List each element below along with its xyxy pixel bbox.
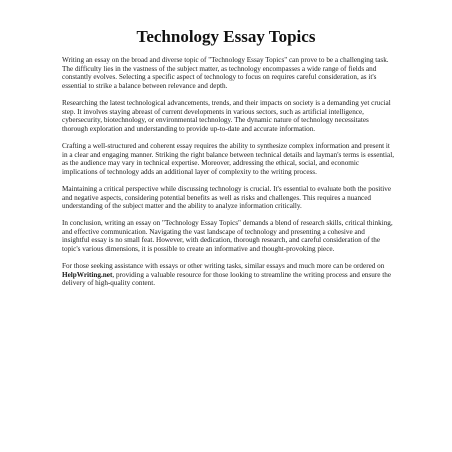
paragraph-crafting: Crafting a well-structured and coherent essay requires the ability to synthesize complex information and present it in a clear and engaging manner. Striking the right balance between technical details and layman's terms is essential, as the audience may vary in technical expertise. Moreover, addressing the ethical, social, and economic implications of technology adds an additional layer of complexity to the writing process. bbox=[62, 141, 395, 176]
closing-text-before: For those seeking assistance with essays or other writing tasks, similar essays and much more can be ordered on bbox=[62, 262, 385, 271]
page-title: Technology Essay Topics bbox=[136, 27, 316, 46]
paragraph-critical-perspective: Maintaining a critical perspective while discussing technology is crucial. It's essential to evaluate both the positive and negative aspects, considering potential benefits as well as risks and challenges. This requires a nuanced understanding of the subject matter and the ability to analyze information critically. bbox=[62, 184, 392, 211]
paragraph-intro: Writing an essay on the broad and diverse topic of "Technology Essay Topics" can prove to be a challenging task. The difficulty lies in the vastness of the subject matter, as technology encompasses a wide range of fields and constantly evolves. Selecting a specific aspect of technology to focus on requires careful consideration, as it's essential to strike a balance between relevance and depth. bbox=[62, 56, 389, 90]
paragraph-conclusion: In conclusion, writing an essay on "Technology Essay Topics" demands a blend of research skills, critical thinking, and effective communication. Navigating the vast landscape of technology and presenting a cohesive and insightful essay is no small feat. However, with dedication, thorough research, and careful consideration of the topic's various dimensions, it is possible to create an informative and thought-provoking piece. bbox=[62, 219, 393, 254]
closing-text-after: , providing a valuable resource for those looking to streamline the writing process and ensure the delivery of high-quality content. bbox=[62, 270, 392, 288]
paragraph-closing bbox=[62, 262, 394, 288]
document-body bbox=[62, 56, 394, 297]
helpwriting-link[interactable]: HelpWriting.net bbox=[62, 270, 113, 279]
paragraph-research: Researching the latest technological advancements, trends, and their impacts on society is a demanding yet crucial step. It involves staying abreast of current developments in various sectors, such as artificial intelligence, cybersecurity, biotechnology, or environmental technology. The dynamic nature of technology necessitates thorough exploration and understanding to provide up-to-date and accurate information. bbox=[62, 98, 391, 133]
